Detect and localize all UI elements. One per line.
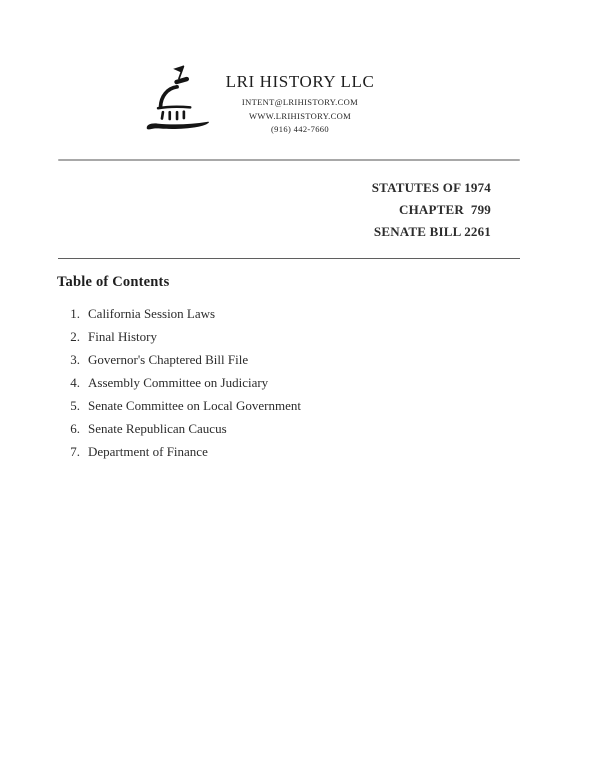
toc-item-label: Final History: [88, 329, 157, 344]
toc-item-label: California Session Laws: [88, 306, 216, 321]
toc-item-number: 2.: [70, 329, 80, 344]
toc-item-number: 3.: [70, 352, 80, 367]
chapter-line: CHAPTER 799: [399, 202, 491, 217]
toc-item-number: 4.: [70, 375, 80, 390]
toc-item-number: 6.: [70, 421, 80, 436]
company-phone: (916) 442-7660: [270, 124, 330, 134]
toc-item: [66, 348, 301, 371]
toc-item: [66, 440, 301, 463]
header-divider: [58, 159, 520, 161]
toc-item-label: Department of Finance: [88, 444, 208, 459]
toc-item-label: Senate Republican Caucus: [88, 421, 227, 436]
toc-item-number: 7.: [70, 444, 80, 459]
statute-year-line: STATUTES OF 1974: [371, 180, 491, 195]
toc-item-number: 5.: [70, 398, 80, 413]
toc-item: [66, 325, 301, 348]
section-divider: [58, 258, 520, 259]
company-website: WWW.LRIHISTORY.COM: [248, 110, 351, 121]
toc-list: [66, 302, 301, 463]
document-reference-block: [372, 177, 491, 243]
company-email: INTENT@LRIHISTORY.COM: [241, 97, 359, 107]
toc-item: [66, 371, 301, 394]
toc-item: [66, 302, 301, 325]
toc-heading: Table of Contents: [57, 274, 170, 290]
toc-item-number: 1.: [70, 306, 80, 321]
letterhead: [0, 71, 600, 137]
toc-item-label: Governor's Chaptered Bill File: [88, 352, 249, 367]
toc-item-label: Assembly Committee on Judiciary: [88, 375, 269, 390]
toc-item: [66, 417, 301, 440]
senate-bill-line: SENATE BILL 2261: [373, 224, 491, 239]
toc-item: [66, 394, 301, 417]
toc-item-label: Senate Committee on Local Government: [88, 398, 301, 413]
company-name: LRI HISTORY LLC: [225, 72, 375, 91]
